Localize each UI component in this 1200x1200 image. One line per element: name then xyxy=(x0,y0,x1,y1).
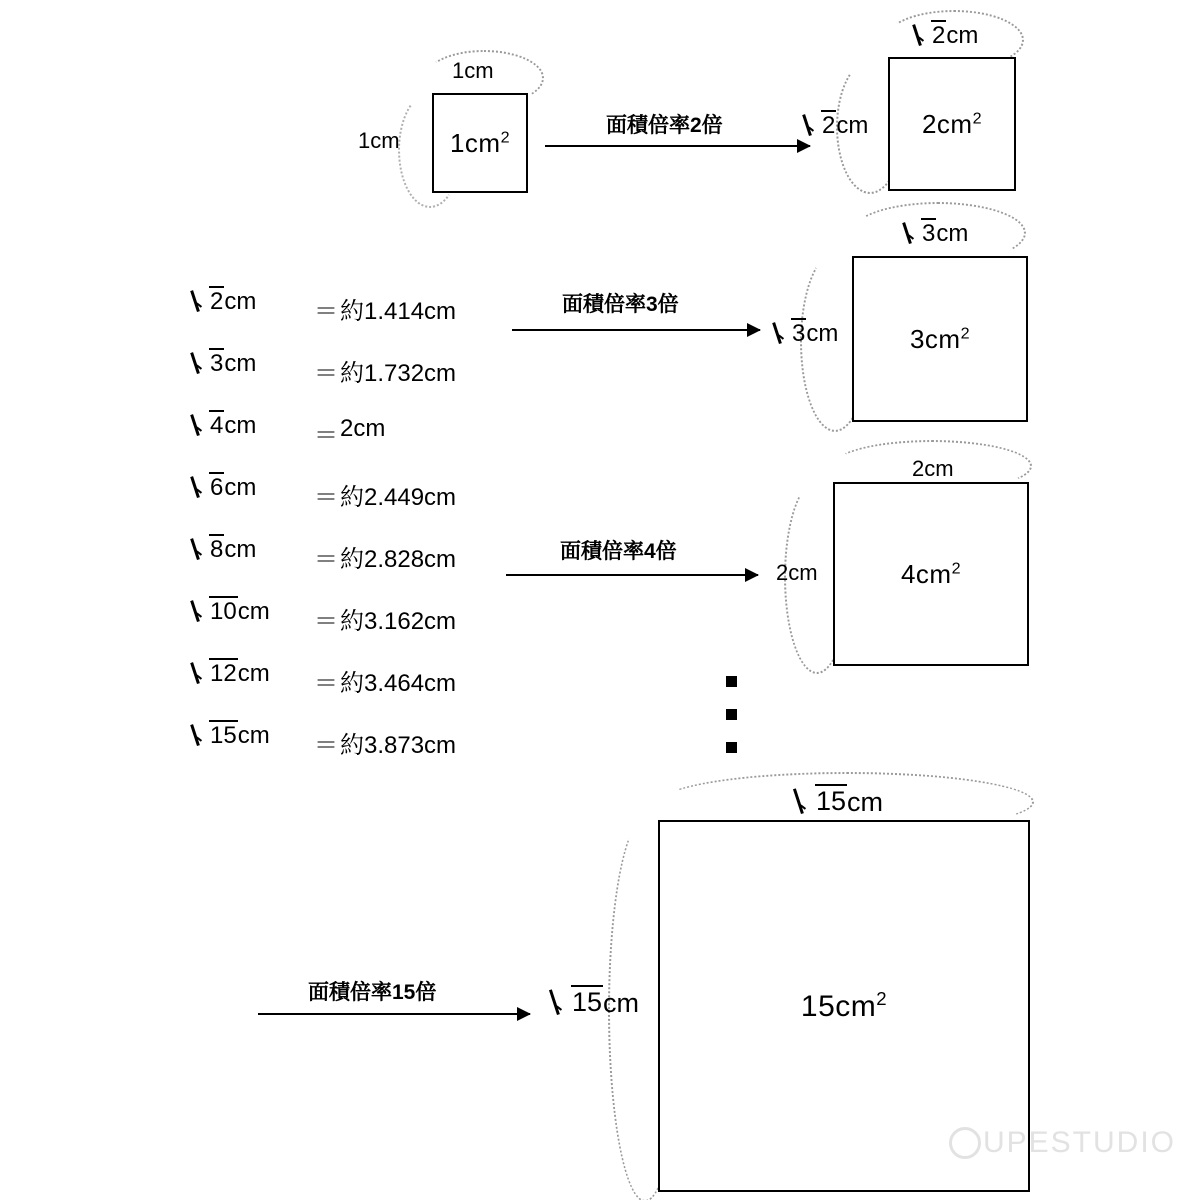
root-row xyxy=(196,410,456,472)
root-value: 約3.464cm xyxy=(340,670,457,697)
root-row xyxy=(196,596,456,658)
equals-sign: ＝ xyxy=(314,608,338,635)
arrow-4x-label: 面積倍率4倍 xyxy=(560,540,677,563)
vertical-ellipsis xyxy=(726,676,737,775)
root-term: 8 cm xyxy=(196,534,256,562)
radical-sign-icon xyxy=(196,658,209,684)
root-expression xyxy=(196,286,314,314)
root-expression xyxy=(196,472,314,500)
root-row xyxy=(196,472,456,534)
root-row xyxy=(196,658,456,720)
root-value: 2cm xyxy=(340,415,386,442)
watermark-text: UPESTUDIO xyxy=(982,1126,1176,1159)
sq15-left-root-label: 15 cm xyxy=(556,985,639,1017)
equals-sign: ＝ xyxy=(314,298,338,325)
equals-sign: ＝ xyxy=(314,360,338,387)
radical-sign-icon xyxy=(196,286,209,312)
radical-sign-icon xyxy=(196,472,209,498)
root-value: 約3.162cm xyxy=(340,608,457,635)
equals-sign: ＝ xyxy=(314,484,338,511)
radical-sign-icon xyxy=(808,110,821,136)
equals-sign: ＝ xyxy=(314,422,338,449)
root-term: 15 cm xyxy=(196,720,270,748)
radical-sign-icon xyxy=(918,20,931,46)
root-value: 約1.732cm xyxy=(340,360,457,387)
sq4-top-label: 2cm xyxy=(912,456,954,481)
square-3cm2 xyxy=(852,256,1028,422)
radical-sign-icon xyxy=(778,318,791,344)
root-value: 約3.873cm xyxy=(340,732,457,759)
arrow-15x-label: 面積倍率15倍 xyxy=(308,981,437,1004)
radical-sign-icon xyxy=(556,985,571,1015)
root-expression xyxy=(196,534,314,562)
equals-sign: ＝ xyxy=(314,732,338,759)
square-1cm2 xyxy=(432,93,528,193)
root-term: 12 cm xyxy=(196,658,270,686)
root-row xyxy=(196,348,456,410)
root-value: 約2.828cm xyxy=(340,546,457,573)
root-value: 約2.449cm xyxy=(340,484,457,511)
sq2-left-root-label: 2 cm xyxy=(808,110,868,138)
square-15cm2-label: $15cm^2$ xyxy=(800,988,888,1023)
arrow-4x xyxy=(506,574,758,576)
square-2cm2 xyxy=(888,57,1016,191)
root-term: 10 cm xyxy=(196,596,270,624)
root-expression xyxy=(196,658,314,686)
sq3-left-root-label: 3 cm xyxy=(778,318,838,346)
square-3cm2-label: $3cm^2$ xyxy=(909,323,971,354)
root-row xyxy=(196,286,456,348)
radical-sign-icon xyxy=(800,784,815,814)
root-expression xyxy=(196,348,314,376)
radical-sign-icon xyxy=(196,534,209,560)
radical-sign-icon xyxy=(196,596,209,622)
radical-sign-icon xyxy=(196,410,209,436)
sq15-top-root-label: 15 cm xyxy=(800,784,883,816)
root-expression xyxy=(196,410,314,438)
watermark xyxy=(949,1126,1176,1160)
sq3-top-root-label: 3 cm xyxy=(908,218,968,246)
root-value-table xyxy=(196,286,456,782)
sq2-top-root-label: 2 cm xyxy=(918,20,978,48)
radical-sign-icon xyxy=(908,218,921,244)
root-expression xyxy=(196,596,314,624)
square-1cm2-label: $1cm^2$ xyxy=(449,127,511,158)
arrow-15x xyxy=(258,1013,530,1015)
root-row xyxy=(196,720,456,782)
arrow-2x xyxy=(545,145,810,147)
square-2cm2-label: $2cm^2$ xyxy=(921,108,983,139)
arrow-2x-label: 面積倍率2倍 xyxy=(606,114,723,137)
sq1-top-label: 1cm xyxy=(452,58,494,83)
equals-sign: ＝ xyxy=(314,670,338,697)
radical-sign-icon xyxy=(196,348,209,374)
arrow-3x-label: 面積倍率3倍 xyxy=(562,293,679,316)
square-4cm2 xyxy=(833,482,1029,666)
sq1-left-label: 1cm xyxy=(358,128,400,153)
root-expression xyxy=(196,720,314,748)
arrow-3x xyxy=(512,329,760,331)
root-term: 4 cm xyxy=(196,410,256,438)
watermark-ring-icon xyxy=(949,1127,981,1159)
root-term: 2 cm xyxy=(196,286,256,314)
sq4-left-label: 2cm xyxy=(776,560,818,585)
root-value: 約1.414cm xyxy=(340,298,457,325)
root-row xyxy=(196,534,456,596)
root-term: 3 cm xyxy=(196,348,256,376)
radical-sign-icon xyxy=(196,720,209,746)
square-4cm2-label: $4cm^2$ xyxy=(900,558,962,589)
equals-sign: ＝ xyxy=(314,546,338,573)
root-term: 6 cm xyxy=(196,472,256,500)
